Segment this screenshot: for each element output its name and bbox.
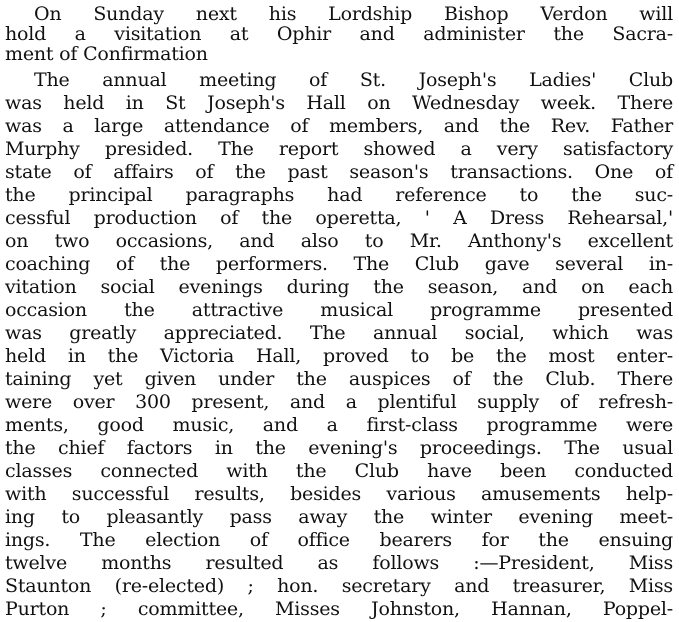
text-line: ings. The election of office bearers for the ensuing <box>5 529 673 551</box>
text-line: occasion the attractive musical programme presented <box>5 299 673 321</box>
text-line: hold a visitation at Ophir and administer the Sacra- <box>5 23 673 45</box>
text-line: the principal paragraphs had reference to the suc- <box>5 184 673 206</box>
text-line: Staunton (re-elected) ; hon. secretary and treasurer, Miss <box>5 575 673 597</box>
text-line: taining yet given under the auspices of the Club. There <box>5 368 673 390</box>
text-line: was a large attendance of members, and the Rev. Father <box>5 115 673 137</box>
text-line: ment of Confirmation <box>5 43 208 65</box>
text-line: was greatly appreciated. The annual social, which was <box>5 322 673 344</box>
text-line: Purton ; committee, Misses Johnston, Hannan, Poppel- <box>5 598 673 620</box>
text-line: classes connected with the Club have been conducted <box>5 460 673 482</box>
text-line: The annual meeting of St. Joseph's Ladies' Club <box>34 69 673 91</box>
text-line: the chief factors in the evening's proceedings. The usual <box>5 437 673 459</box>
text-line: Murphy presided. The report showed a very satisfactory <box>5 138 673 160</box>
text-line: with successful results, besides various amusements help- <box>5 483 673 505</box>
text-line: state of affairs of the past season's transactions. One of <box>5 161 673 183</box>
text-line: cessful production of the operetta, ' A Dress Rehearsal,' <box>5 207 673 229</box>
text-line: On Sunday next his Lordship Bishop Verdon will <box>34 3 673 25</box>
text-line: held in the Victoria Hall, proved to be the most enter- <box>5 345 673 367</box>
text-line: was held in St Joseph's Hall on Wednesday week. There <box>5 92 673 114</box>
text-line: ments, good music, and a first-class programme were <box>5 414 673 436</box>
text-line: ing to pleasantly pass away the winter evening meet- <box>5 506 673 528</box>
text-line: coaching of the performers. The Club gave several in- <box>5 253 673 275</box>
text-line: on two occasions, and also to Mr. Anthony's excellent <box>5 230 673 252</box>
text-line: vitation social evenings during the season, and on each <box>5 276 673 298</box>
text-line: were over 300 present, and a plentiful supply of refresh- <box>5 391 673 413</box>
text-line: twelve months resulted as follows :—President, Miss <box>5 552 673 574</box>
